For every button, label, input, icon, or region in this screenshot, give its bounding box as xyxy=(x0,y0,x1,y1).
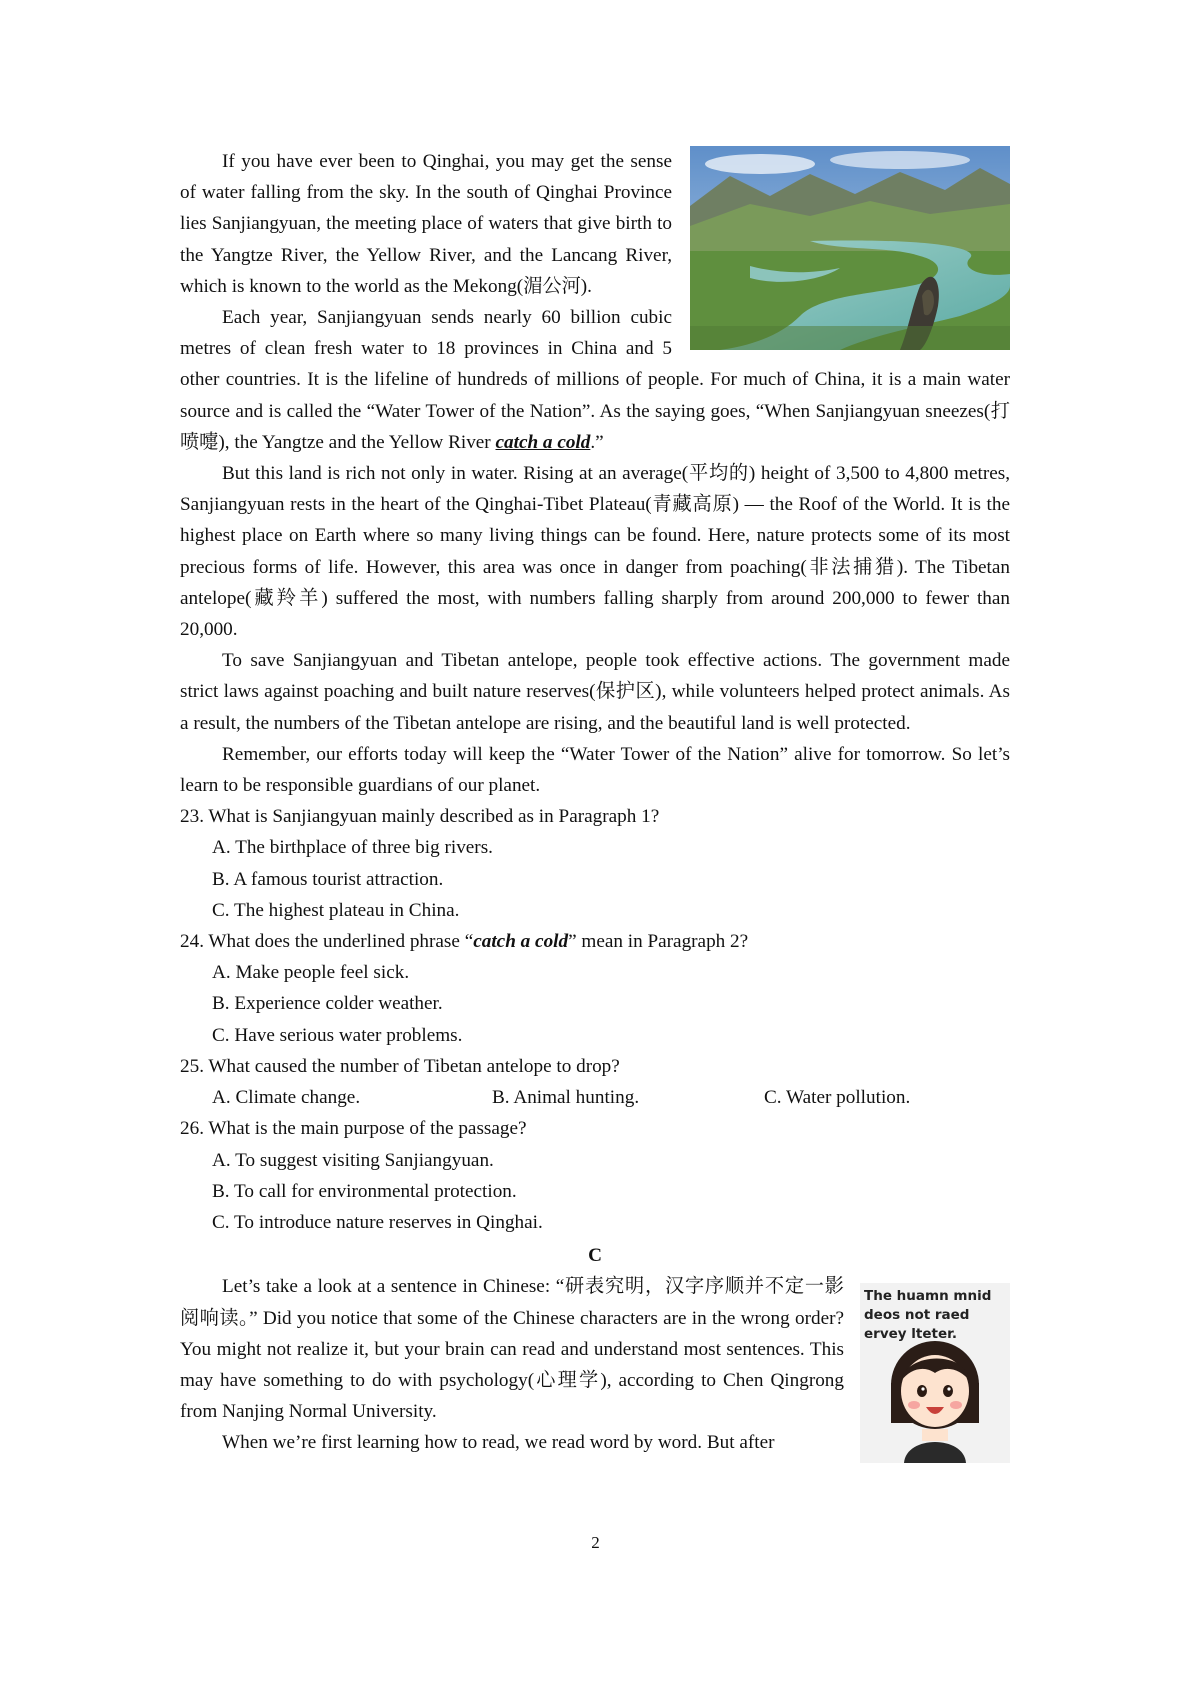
question-25-options xyxy=(212,1082,1010,1113)
question-25-option-c[interactable]: C. Water pollution. xyxy=(764,1087,911,1109)
reading-b-paragraph-1: If you have ever been to Qinghai, you may get the sense of water falling from the sky. In the south of Qinghai Province lies Sanjiangyuan, the meeting place of waters that give birth to the Yangtze River, the Yellow River, and the Lancang River, which is known to the world as the Mekong(湄公河). xyxy=(180,151,672,297)
girl-cartoon-image xyxy=(860,1283,1010,1463)
reading-b-paragraph-5: Remember, our efforts today will keep the “Water Tower of the Nation” alive for tomorrow. So let’s learn to be responsible guardians of our planet. xyxy=(180,743,1010,797)
question-24-stem xyxy=(180,926,1010,957)
question-24-option-a[interactable]: A. Make people feel sick. xyxy=(212,962,410,984)
question-26-option-b[interactable]: B. To call for environmental protection. xyxy=(212,1180,517,1202)
question-23-option-a[interactable]: A. The birthplace of three big rivers. xyxy=(212,837,493,859)
cartoon-caption: The huamn mnid deos not raed ervey lteter. xyxy=(864,1288,992,1343)
reading-c-paragraph-2: When we’re first learning how to read, we read word by word. But after xyxy=(222,1432,775,1454)
paragraph-2-text: Each year, Sanjiangyuan sends nearly 60 billion cubic metres of clean fresh water to 18 provinces in China and 5 other countries. It is the lifeline of hundreds of millions of people. For much of China, it is a main water source and is called the “Water Tower of the Nation”. As the saying goes, “When Sanjiangyuan sneezes(打喷嚏), the Yangtze and the Yellow River xyxy=(180,307,1010,453)
question-24-option-b[interactable]: B. Experience colder weather. xyxy=(212,993,443,1015)
question-24-stem-end: ” mean in Paragraph 2? xyxy=(568,931,749,953)
underlined-phrase: catch a cold xyxy=(495,431,591,453)
question-26-option-c[interactable]: C. To introduce nature reserves in Qinghai. xyxy=(212,1211,543,1233)
section-c-heading: C xyxy=(588,1245,602,1267)
reading-b-paragraph-4: To save Sanjiangyuan and Tibetan antelope, people took effective actions. The government made strict laws against poaching and built nature reserves(保护区), while volunteers helped protect animals. As a result, the numbers of the Tibetan antelope are rising, and the beautiful land is well protected. xyxy=(180,650,1010,734)
reading-c-paragraph-1: Let’s take a look at a sentence in Chinese: “研表究明，汉字序顺并不定一影阅响读。” Did you notice that some of the Chinese characters are in the wrong order? You might not realize it, but your brain can read and understand most sentences. This may have something to do with psychology(心理学), according to Chen Qingrong from Nanjing Normal University. xyxy=(180,1276,844,1423)
question-25-stem: 25. What caused the number of Tibetan antelope to drop? xyxy=(180,1055,620,1077)
question-25-option-b[interactable]: B. Animal hunting. xyxy=(492,1087,640,1109)
question-23-option-c[interactable]: C. The highest plateau in China. xyxy=(212,899,460,921)
question-23-option-b[interactable]: B. A famous tourist attraction. xyxy=(212,868,444,890)
paragraph-2-end: .” xyxy=(590,431,604,453)
question-26-stem: 26. What is the main purpose of the passage? xyxy=(180,1118,527,1140)
question-24-phrase: catch a cold xyxy=(473,931,569,953)
page-number: 2 xyxy=(591,1533,600,1552)
question-24-option-c[interactable]: C. Have serious water problems. xyxy=(212,1024,463,1046)
river-landscape-photo xyxy=(690,146,1010,350)
question-25-option-a[interactable]: A. Climate change. xyxy=(212,1087,361,1109)
question-23-stem: 23. What is Sanjiangyuan mainly described as in Paragraph 1? xyxy=(180,806,660,828)
exam-page xyxy=(180,146,1010,1469)
reading-b-paragraph-3: But this land is rich not only in water. Rising at an average(平均的) height of 3,500 to 4,800 metres, Sanjiangyuan rests in the heart of the Qinghai-Tibet Plateau(青藏高原) — the Roof of the World. It is the highest place on Earth where so many living things can be found. Here, nature protects some of its most precious forms of life. However, this area was once in danger from poaching(非法捕猎). The Tibetan antelope(藏羚羊) suffered the most, with numbers falling sharply from around 200,000 to fewer than 20,000. xyxy=(180,463,1010,641)
question-26-option-a[interactable]: A. To suggest visiting Sanjiangyuan. xyxy=(212,1149,494,1171)
question-24-stem-start: 24. What does the underlined phrase “ xyxy=(180,931,474,953)
